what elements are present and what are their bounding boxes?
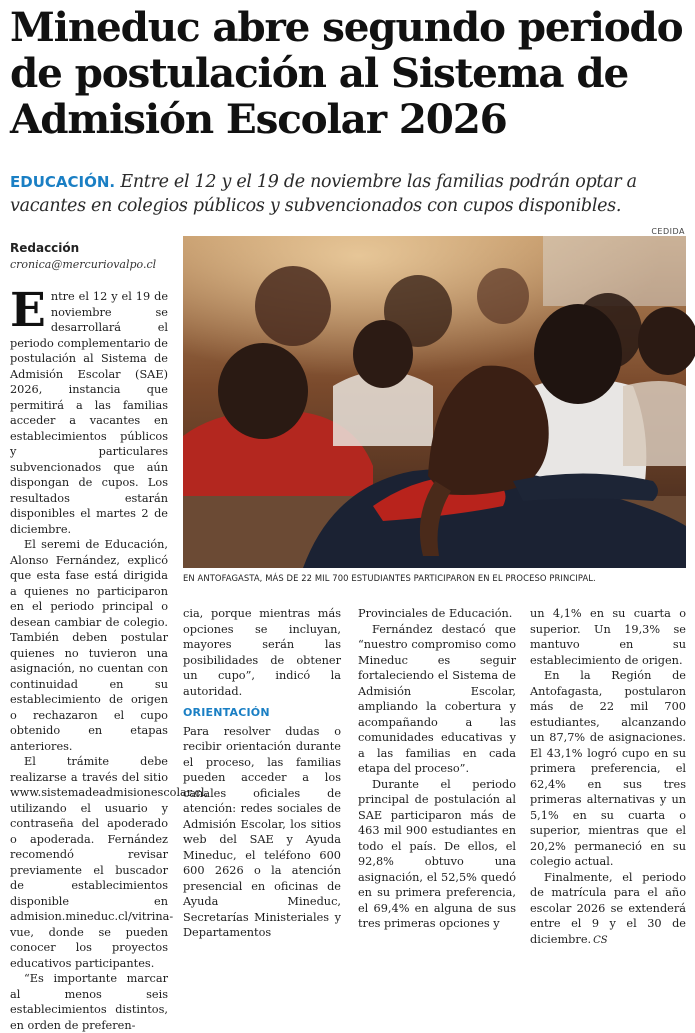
byline-author: Redacción [10,241,80,255]
section-kicker: EDUCACIÓN. [10,173,116,191]
paragraph-1 [10,283,168,537]
lede [10,170,690,218]
paragraph-9 [530,870,686,949]
photo-credit: CEDIDA [651,227,685,236]
paragraph-1-text: ntre el 12 y el 19 de noviembre se desarrollará el periodo complementario de postulación al Sistema de Admisión Escolar (SAE) 2026, instancia que permitirá a las familias acceder a vacantes en establecimientos públicos y particulares subvencionados que aún dispongan de cupos. Los resultados estarán disponibles el martes 2 de diciembre. [10,290,168,536]
paragraph-7-start: Durante el periodo principal de postulación al SAE participaron más de 463 mil 900 estudiantes en todo el país. De ellos, el 92,8% obtuvo una asignación, el 52,5% quedó en su primera preferencia, el 69,4% en alguna de sus tres primeras opciones y [358,777,516,930]
headline [10,4,690,142]
paragraph-3: El trámite debe realizarse a través del sitio www.sistemadeadmisionescolar.cl, utilizando el usuario y contraseña del apoderado o apoderada. Fernández recomendó revisar previamente el buscador de establecimientos disponible en admision.mineduc.cl/vitrina-vue, donde se pueden conocer los proyectos educativos participantes. [10,755,209,970]
article-column-4 [530,606,686,948]
byline-email: cronica@mercuriovalpo.cl [10,258,157,271]
paragraph-7-end: un 4,1% en su cuarta o superior. Un 19,3% se mantuvo en su establecimiento de origen. [530,607,686,667]
byline [10,241,156,271]
end-mark: CS [593,934,608,946]
paragraph-6: Fernández destacó que “nuestro compromiso como Mineduc es seguir fortaleciendo el Sistema de Admisión Escolar, ampliando la cobertura y acompañando a las comunidades educativas y a las familias en cada etapa del proceso”. [358,622,516,775]
classroom-photo-illustration [183,236,686,568]
paragraph-8: En la Región de Antofagasta, postularon más de 22 mil 700 estudiantes, alcanzando un 87,7% de asignaciones. El 43,1% logró cupo en su primera preferencia, el 62,4% en sus tres primeras alternativas y un 5,1% en su cuarta o superior, mientras que el 20,2% permaneció en su colegio actual. [530,669,686,868]
article-column-1 [10,283,209,1033]
paragraph-5-start: Para resolver dudas o recibir orientación durante el proceso, las familias pueden acceder a los canales oficiales de atención: redes sociales de Admisión Escolar, los sitios web del SAE y Ayuda Mineduc, el teléfono 600 600 2626 o la atención presencial en oficinas de Ayuda Mineduc, Secretarías Ministeriales y Departamentos [183,724,341,939]
article-photo [183,236,686,568]
paragraph-2: El seremi de Educación, Alonso Fernández, explicó que esta fase está dirigida a quienes no participaron en el periodo principal o desean cambiar de colegio. También deben postular quienes no tuvieron una asignación, no cuentan con continuidad en su establecimiento de origen o rechazaron el cupo obtenido en etapas anteriores. [10,538,168,753]
headline-line-2: de postulación al Sistema de [10,49,629,97]
subhead-orientacion: ORIENTACIÓN [183,706,270,719]
drop-cap: E [10,283,46,338]
article-column-3 [358,606,516,932]
paragraph-4-start: “Es importante marcar al menos seis establecimientos distintos, en orden de preferen- [10,972,168,1032]
headline-line-3: Admisión Escolar 2026 [10,95,507,143]
paragraph-9-text: Finalmente, el periodo de matrícula para el año escolar 2026 se extenderá entre el 9 y el 30 de diciembre. [530,870,686,946]
photo-caption: EN ANTOFAGASTA, MÁS DE 22 MIL 700 ESTUDIANTES PARTICIPARON EN EL PROCESO PRINCIPAL. [183,573,596,583]
paragraph-5-end: Provinciales de Educación. [358,607,513,620]
paragraph-4-end: cia, porque mientras más opciones se incluyan, mayores serán las posibilidades de obtener un cupo”, indicó la autoridad. [183,607,341,698]
headline-line-1: Mineduc abre segundo periodo [10,3,683,51]
lede-text: Entre el 12 y el 19 de noviembre las familias podrán optar a vacantes en colegios públicos y subvencionados con cupos disponibles. [10,172,637,216]
article-column-2 [183,606,341,941]
